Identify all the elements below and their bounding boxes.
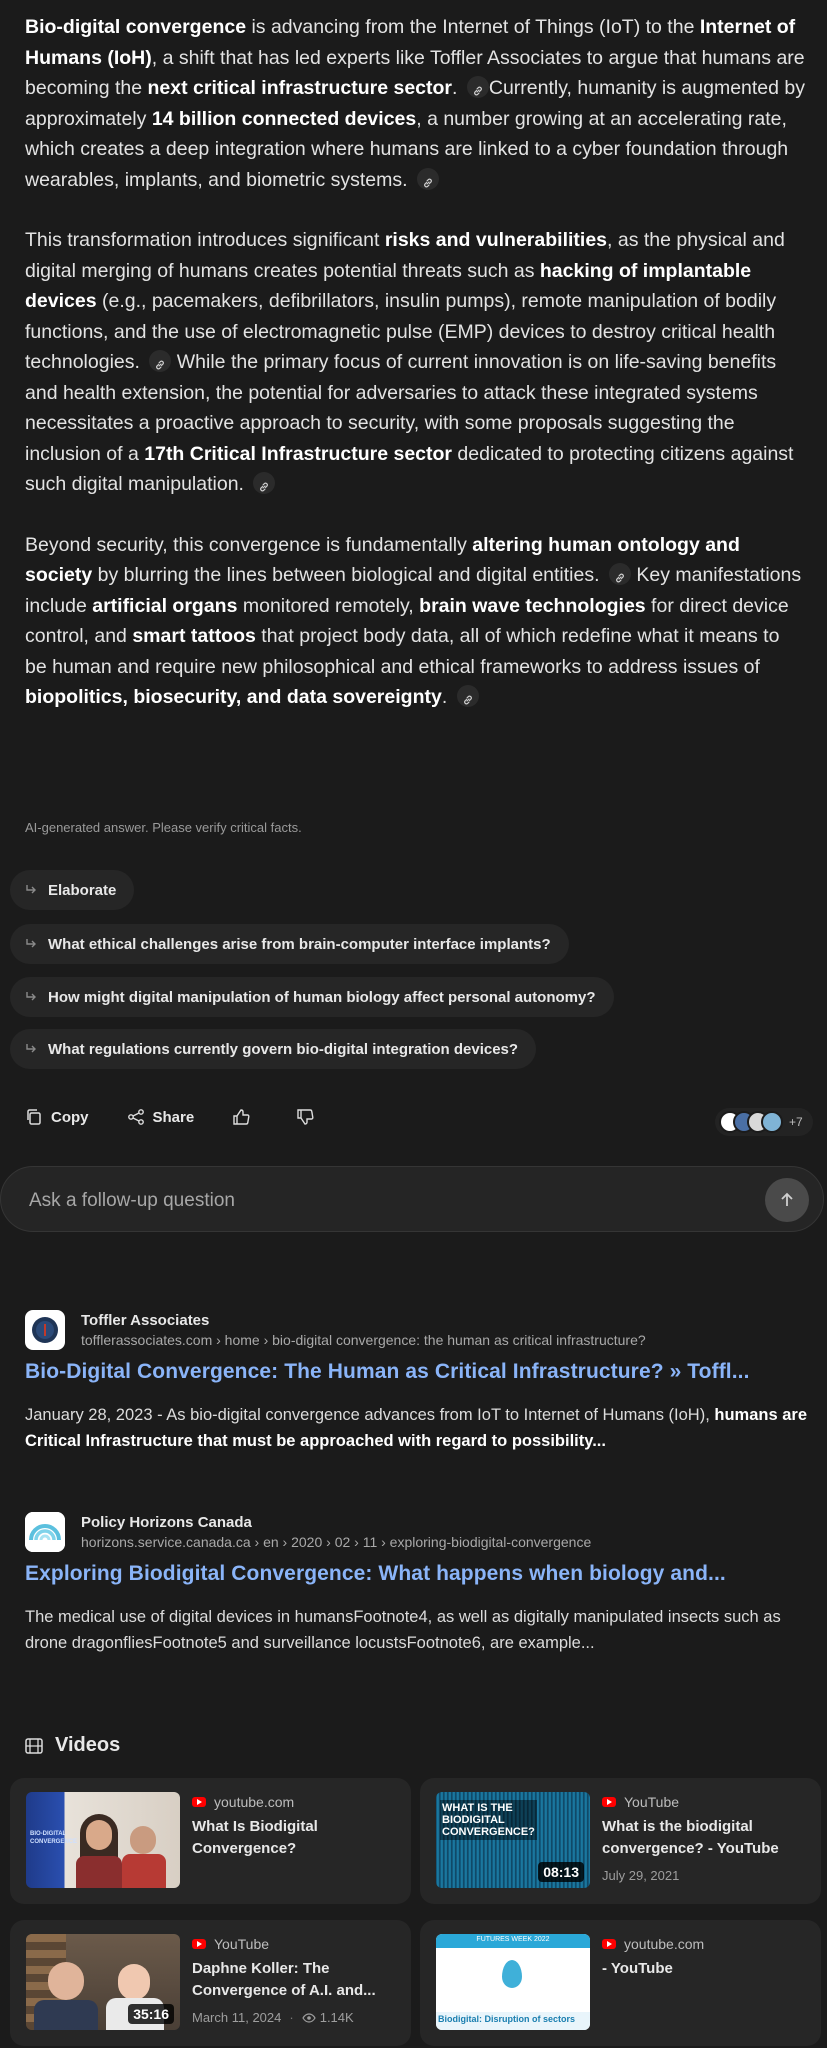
suggestion-label: How might digital manipulation of human biology affect personal autonomy? xyxy=(48,988,596,1006)
site-favicon xyxy=(25,1310,65,1350)
video-meta xyxy=(192,1936,397,2025)
video-duration: 35:16 xyxy=(128,2004,174,2024)
reply-arrow-icon xyxy=(24,1042,38,1056)
video-meta xyxy=(602,1794,807,1883)
video-meta xyxy=(602,1936,807,1980)
send-button[interactable] xyxy=(765,1178,809,1222)
reply-arrow-icon xyxy=(24,990,38,1004)
suggestion-chip[interactable] xyxy=(10,977,614,1017)
result-snippet xyxy=(25,1402,815,1454)
ai-answer xyxy=(25,12,805,743)
citation-link-icon[interactable] xyxy=(149,350,171,372)
video-card[interactable] xyxy=(10,1920,411,2046)
search-result xyxy=(25,1512,815,1662)
result-snippet: The medical use of digital devices in humansFootnote4, as well as digitally manipulated insects such as drone dragonfliesFootnote5 and surveillance locustsFootnote6, are example... xyxy=(25,1608,781,1652)
snippet-bold: humans are Critical Infrastructure that must be approached with regard to possibility... xyxy=(25,1406,808,1450)
citation-link-icon[interactable] xyxy=(467,76,489,98)
thumbs-up-icon xyxy=(232,1108,250,1126)
site-name: Toffler Associates xyxy=(81,1312,210,1329)
copy-icon xyxy=(25,1108,43,1126)
suggestion-chip[interactable] xyxy=(10,1029,536,1069)
dot-separator: · xyxy=(289,2010,294,2025)
video-thumbnail xyxy=(436,1792,590,1888)
eye-icon xyxy=(302,2013,316,2023)
video-card[interactable] xyxy=(420,1778,821,1904)
suggestion-chip-elaborate[interactable] xyxy=(10,870,134,910)
video-card[interactable] xyxy=(10,1778,411,1904)
youtube-icon xyxy=(192,1797,206,1807)
suggestion-label: What ethical challenges arise from brain-computer interface implants? xyxy=(48,935,551,953)
source-count: +7 xyxy=(789,1115,803,1129)
thumbnail-text: Biodigital: Disruption of sectors xyxy=(438,2014,576,2024)
share-label: Share xyxy=(152,1108,195,1126)
follow-up-box xyxy=(0,1166,824,1232)
site-name: Policy Horizons Canada xyxy=(81,1514,252,1531)
site-favicon xyxy=(25,1512,65,1552)
youtube-icon xyxy=(192,1939,206,1949)
ai-disclaimer: AI-generated answer. Please verify critical facts. xyxy=(25,820,302,835)
citation-link-icon[interactable] xyxy=(253,472,275,494)
video-source: youtube.com xyxy=(624,1936,705,1952)
reply-arrow-icon xyxy=(24,937,38,951)
film-icon xyxy=(25,1738,43,1754)
suggestion-label: What regulations currently govern bio-digital integration devices? xyxy=(48,1040,519,1058)
sources-button[interactable] xyxy=(715,1108,813,1136)
video-title: Daphne Koller: The Convergence of A.I. and... xyxy=(192,1960,376,1999)
result-title-link[interactable]: Exploring Biodigital Convergence: What happens when biology and... xyxy=(25,1562,726,1585)
video-source: youtube.com xyxy=(214,1794,295,1810)
answer-paragraph-2: This transformation introduces significant risks and vulnerabilities, as the physical and digital merging of humans creates potential threats such as hacking of implantable devices (e.g., pacemakers, defibrillators, insulin pumps), remote manipulation of bodily functions, and the use of electromagnetic pulse (EMP) devices to destroy critical health technologies. While the primary focus of current innovation is on life-saving benefits and health extension, the potential for adversaries to attack these integrated systems necessitates a proactive approach to security, with some proposals suggesting the inclusion of a 17th Critical Infrastructure sector dedicated to protecting citizens against such digital manipulation. xyxy=(25,229,794,495)
follow-up-input[interactable] xyxy=(27,1185,731,1217)
youtube-icon xyxy=(602,1939,616,1949)
thumbnail-text: FUTURES WEEK 2022 xyxy=(476,1936,550,1943)
video-thumbnail xyxy=(26,1934,180,2030)
snippet-text: January 28, 2023 - As bio-digital convergence advances from IoT to Internet of Humans (IoH), xyxy=(25,1406,715,1424)
suggestion-label: Elaborate xyxy=(48,881,117,899)
video-source: YouTube xyxy=(214,1936,270,1952)
reply-arrow-icon xyxy=(24,883,38,897)
thumbs-down-icon xyxy=(296,1108,314,1126)
video-thumbnail xyxy=(26,1792,180,1888)
video-views: 1.14K xyxy=(319,2010,354,2025)
thumbnail-text: BIO-DIGITAL CONVERGENCE xyxy=(30,1831,78,1845)
video-title: - YouTube xyxy=(602,1960,673,1977)
suggestion-chip[interactable] xyxy=(10,924,569,964)
citation-link-icon[interactable] xyxy=(417,168,439,190)
video-duration: 08:13 xyxy=(538,1862,584,1882)
copy-button[interactable] xyxy=(25,1108,89,1126)
thumbnail-text: WHAT IS THE BIODIGITAL CONVERGENCE? xyxy=(442,1802,535,1838)
video-thumbnail xyxy=(436,1934,590,2030)
video-source: YouTube xyxy=(624,1794,680,1810)
share-icon xyxy=(127,1108,145,1126)
answer-paragraph-1: Bio-digital convergence is advancing from the Internet of Things (IoT) to the Internet of Humans (IoH), a shift that has led experts like Toffler Associates to argue that humans are becoming the next critical infrastructure sector. Currently, humanity is augmented by approximately 14 billion connected devices, a number growing at an accelerating rate, which creates a deep integration where humans are linked to a cyber foundation through wearables, implants, and biometric systems. xyxy=(25,16,805,191)
site-url: horizons.service.canada.ca › en › 2020 › 02 › 11 › exploring-biodigital-convergence xyxy=(81,1534,592,1550)
videos-heading xyxy=(25,1734,120,1757)
site-url: tofflerassociates.com › home › bio-digital convergence: the human as critical infrastructure? xyxy=(81,1332,646,1348)
video-card[interactable] xyxy=(420,1920,821,2046)
videos-heading-label: Videos xyxy=(55,1734,121,1756)
result-title-link[interactable]: Bio-Digital Convergence: The Human as Critical Infrastructure? » Toffl... xyxy=(25,1360,750,1383)
answer-actions xyxy=(25,1108,360,1126)
video-date-views xyxy=(192,2010,397,2025)
arrow-up-icon xyxy=(778,1191,796,1209)
source-avatar xyxy=(761,1111,783,1133)
video-date: March 11, 2024 xyxy=(192,2010,282,2025)
video-meta xyxy=(192,1794,397,1860)
video-title: What is the biodigital convergence? - YouTube xyxy=(602,1818,779,1857)
copy-label: Copy xyxy=(51,1108,89,1126)
thumbs-down-button[interactable] xyxy=(296,1108,322,1126)
video-date: July 29, 2021 xyxy=(602,1868,680,1883)
thumbs-up-button[interactable] xyxy=(232,1108,258,1126)
share-button[interactable] xyxy=(127,1108,195,1126)
answer-paragraph-3: Beyond security, this convergence is fundamentally altering human ontology and society by blurring the lines between biological and digital entities. Key manifestations include artificial organs monitored remotely, brain wave technologies for direct device control, and smart tattoos that project body data, all of which redefine what it means to be human and require new philosophical and ethical frameworks to address issues of biopolitics, biosecurity, and data sovereignty. xyxy=(25,533,802,708)
video-title: What Is Biodigital Convergence? xyxy=(192,1818,318,1857)
citation-link-icon[interactable] xyxy=(457,685,479,707)
youtube-icon xyxy=(602,1797,616,1807)
citation-link-icon[interactable] xyxy=(609,563,631,585)
search-result xyxy=(25,1310,815,1460)
